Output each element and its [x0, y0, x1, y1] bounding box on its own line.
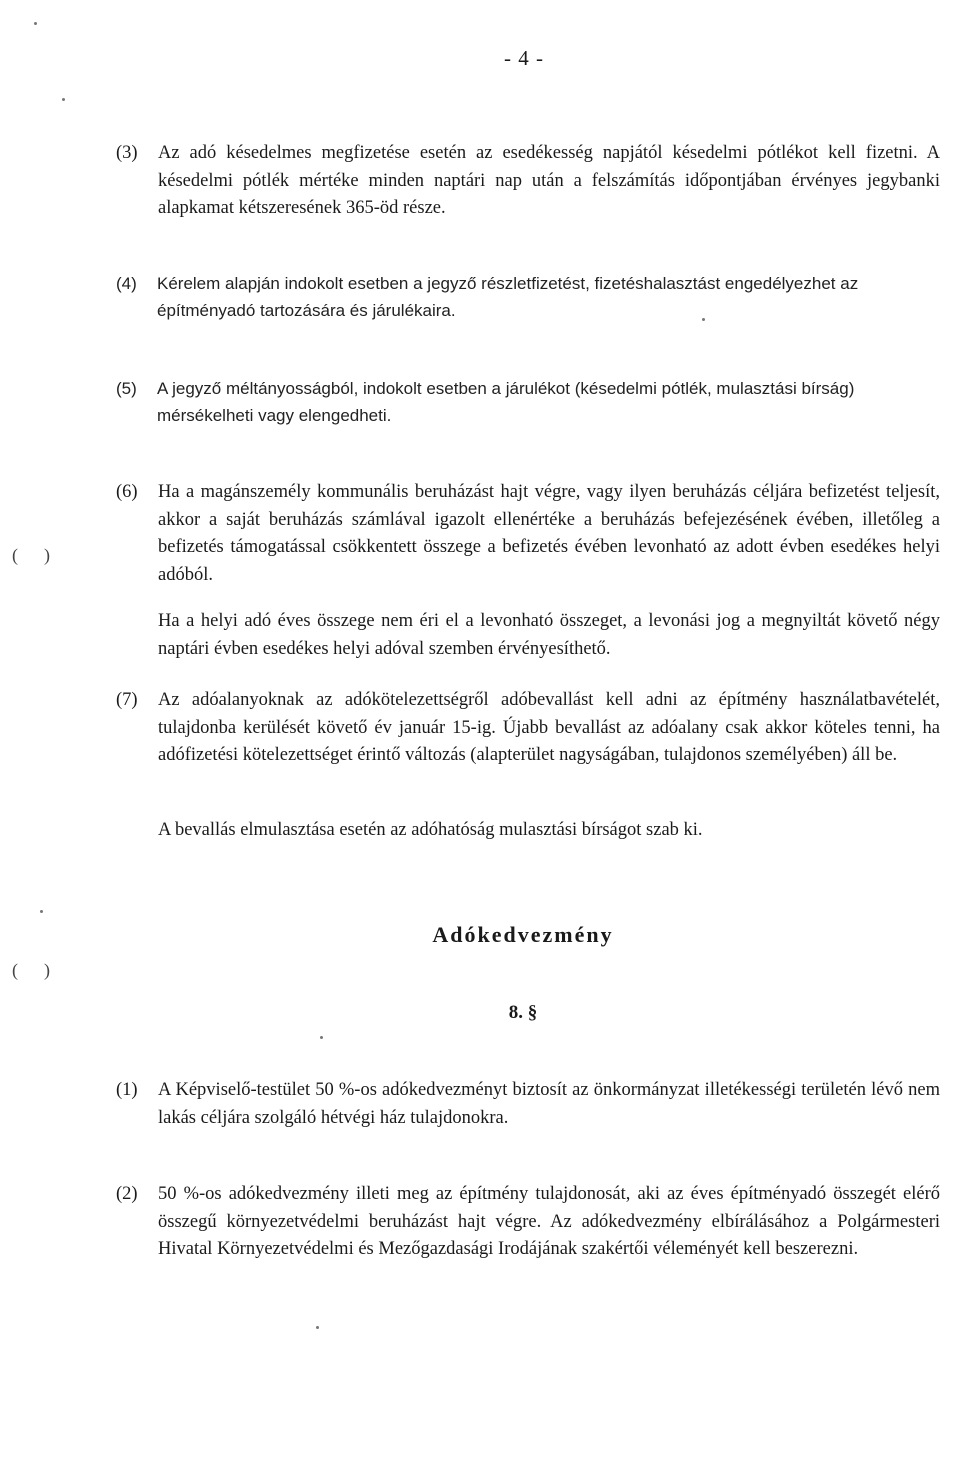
paragraph-text: Az adó késedelmes megfizetése esetén az esedékesség napjától késedelmi pótlékot kell fizetni. A késedelmi pótlék mértéke minden naptári nap után a felszámítás időpontjában érvényes jegybanki alapkamat kétszeresének 365-öd része. — [158, 143, 940, 218]
margin-paren-open: ( — [12, 545, 18, 565]
paragraph-text: Kérelem alapján indokolt esetben a jegyző részletfizetést, fizetéshalasztást engedélyezhet az építményadó tartozására és járulékaira. — [157, 274, 859, 320]
scan-speck — [62, 98, 65, 101]
scan-speck — [320, 1036, 323, 1039]
paragraph-7 — [116, 687, 940, 770]
margin-paren-close: ) — [44, 960, 50, 980]
paragraph-text: Ha a magánszemély kommunális beruházást hajt végre, vagy ilyen beruházás céljára befizetést teljesít, akkor a saját beruházás számlával igazolt ellenértéke a beruházás befejezésének évében, illetőleg a befizetés támogatással csökkentett összege a befizetés évében levonható az adott évben esedékes helyi adóból. — [158, 482, 940, 585]
scan-speck — [34, 22, 37, 25]
paragraph-number: (3) — [116, 143, 138, 163]
paragraph-number: (2) — [116, 1184, 138, 1204]
scan-speck — [316, 1326, 319, 1329]
paragraph-text: A Képviselő-testület 50 %-os adókedvezményt biztosít az önkormányzat illetékességi területén lévő nem lakás céljára szolgáló hétvégi ház tulajdonokra. — [158, 1080, 940, 1128]
paragraph-number: (7) — [116, 690, 138, 710]
section-paragraph-1 — [116, 1077, 940, 1132]
paragraph-number: (1) — [116, 1080, 138, 1100]
paragraph-7-continuation: A bevallás elmulasztása esetén az adóhatóság mulasztási bírságot szab ki. — [158, 820, 703, 840]
margin-paren-close: ) — [44, 545, 50, 565]
scan-speck — [40, 910, 43, 913]
paragraph-number: (4) — [116, 274, 137, 293]
paragraph-number: (5) — [116, 379, 137, 398]
paragraph-text: A jegyző méltányosságból, indokolt esetben a járulékot (késedelmi pótlék, mulasztási bírság) mérsékelheti vagy elengedheti. — [157, 379, 855, 425]
section-paragraph-2 — [116, 1181, 940, 1264]
paragraph-6-continuation: Ha a helyi adó éves összege nem éri el a levonható összeget, a levonási jog a megnyiltát követő négy naptári évben esedékes helyi adóval szemben érvényesíthető. — [158, 611, 940, 659]
scan-speck — [702, 318, 705, 321]
paragraph-3 — [116, 140, 940, 223]
paragraph-number: (6) — [116, 482, 138, 502]
paragraph-6 — [116, 479, 940, 589]
margin-paren-open: ( — [12, 960, 18, 980]
paragraph-text: Az adóalanyoknak az adókötelezettségről adóbevallást kell adni az építmény használatbavételét, tulajdonba kerülését követő év január 15-ig. Újabb bevallást az adóalany csak akkor köteles tenni, ha adófizetési kötelezettséget érintő változás (alapterület nagyságában, tulajdonos személyében) áll be. — [158, 690, 940, 765]
section-heading: Adókedvezmény — [432, 922, 614, 947]
paragraph-4 — [116, 270, 940, 324]
paragraph-text: 50 %-os adókedvezmény illeti meg az építmény tulajdonosát, aki az éves építményadó összegét elérő összegű környezetvédelmi beruházást hajt végre. Az adókedvezmény elbírálásához a Polgármesteri Hivatal Környezetvédelmi és Mezőgazdasági Irodájának szakértői véleményét kell beszerezni. — [158, 1184, 940, 1259]
section-number: 8. § — [508, 1002, 538, 1023]
page-number: - 4 - — [504, 46, 544, 70]
paragraph-5 — [116, 375, 940, 429]
